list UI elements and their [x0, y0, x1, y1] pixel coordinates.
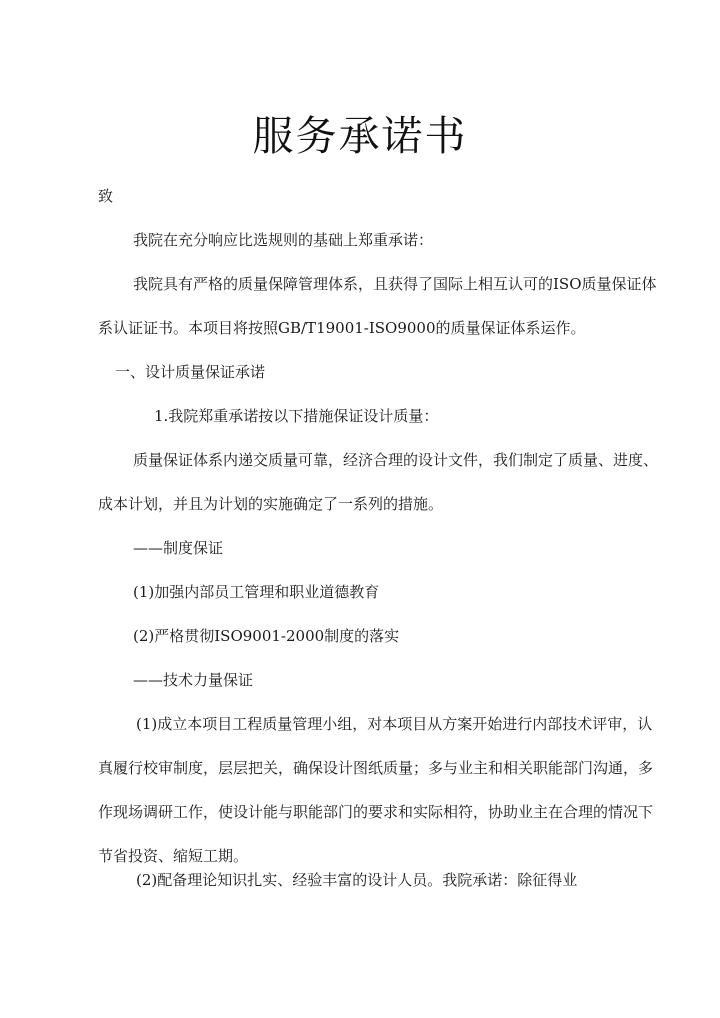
paragraph-line: 真履行校审制度，层层把关，确保设计图纸质量；多与业主和相关职能部门沟通，多 [98, 759, 654, 777]
paragraph-line: 作现场调研工作，使设计能与职能部门的要求和实际相符，协助业主在合理的情况下 [98, 803, 654, 821]
subsection-heading: 1.我院郑重承诺按以下措施保证设计质量： [154, 407, 439, 425]
list-item: (2)严格贯彻ISO9001-2000制度的落实 [133, 627, 400, 645]
list-item: (2)配备理论知识扎实、经验丰富的设计人员。我院承诺：除征得业 [136, 871, 578, 889]
paragraph-line: 我院在充分响应比选规则的基础上郑重承诺： [133, 231, 434, 249]
paragraph-line: 节省投资、缩短工期。 [98, 847, 249, 865]
paragraph-line: 我院具有严格的质量保障管理体系，且获得了国际上相互认可的ISO质量保证体 [133, 275, 657, 293]
addressee-line: 致 [98, 187, 114, 205]
list-item: (1)成立本项目工程质量管理小组，对本项目从方案开始进行内部技术评审，认 [136, 715, 653, 733]
list-heading: ——制度保证 [133, 539, 224, 557]
paragraph-line: 成本计划，并且为计划的实施确定了一系列的措施。 [98, 495, 444, 513]
document-title: 服务承诺书 [252, 112, 468, 160]
list-item: (1)加强内部员工管理和职业道德教育 [133, 583, 380, 601]
list-heading: ——技术力量保证 [133, 671, 254, 689]
paragraph-line: 质量保证体系内递交质量可靠，经济合理的设计文件，我们制定了质量、进度、 [133, 451, 659, 469]
section-heading: 一、设计质量保证承诺 [115, 363, 266, 381]
paragraph-line: 系认证证书。本项目将按照GB/T19001-ISO9000的质量保证体系运作。 [98, 319, 586, 337]
